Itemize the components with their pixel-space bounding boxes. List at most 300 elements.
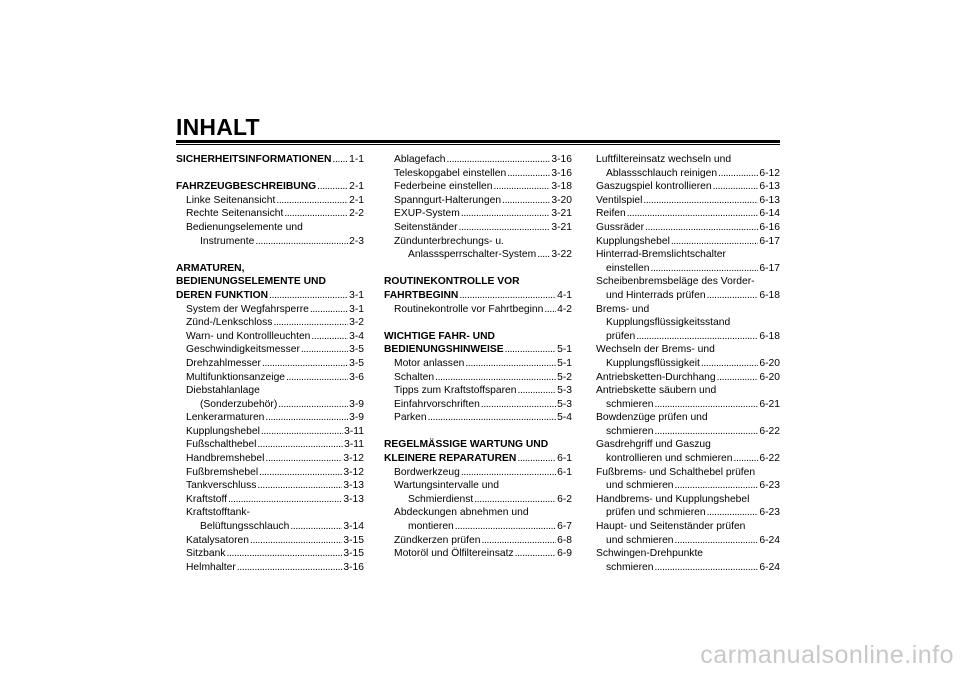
toc-entry-title: Helmhalter xyxy=(186,561,236,573)
toc-leader-dots xyxy=(544,303,556,317)
toc-page-number: 3-11 xyxy=(344,425,364,437)
toc-entry[interactable] xyxy=(176,561,364,575)
toc-entry-title: Gussräder xyxy=(596,221,645,233)
watermark-footer: carmanualsonline.info xyxy=(700,641,954,669)
toc-entry[interactable] xyxy=(176,303,364,317)
toc-leader-dots xyxy=(643,194,758,208)
toc-entry[interactable] xyxy=(384,547,572,561)
toc-leader-dots xyxy=(627,207,759,221)
toc-page-number: 6-23 xyxy=(759,507,780,519)
toc-entry[interactable] xyxy=(384,520,572,534)
toc-page-number: 3-20 xyxy=(551,194,572,206)
toc-entry[interactable] xyxy=(596,167,780,181)
toc-leader-dots xyxy=(257,438,343,452)
toc-entry[interactable] xyxy=(176,425,364,439)
title-rule xyxy=(176,140,780,145)
toc-page-number: 3-15 xyxy=(343,548,364,560)
toc-page-number: 5-1 xyxy=(557,344,572,356)
toc-entry-title: Lenkerarmaturen xyxy=(186,412,265,424)
toc-entry-title: ARMATUREN, xyxy=(176,262,245,274)
toc-entry[interactable] xyxy=(384,194,572,208)
toc-entry-title: EXUP-System xyxy=(394,208,460,220)
toc-page-number: 3-14 xyxy=(343,521,364,533)
toc-entry[interactable] xyxy=(176,330,364,344)
toc-entry-title: Einfahrvorschriften xyxy=(394,398,480,410)
toc-leader-dots xyxy=(455,520,556,534)
toc-leader-dots xyxy=(278,398,348,412)
toc-entry-title: Routinekontrolle vor Fahrtbeginn xyxy=(394,303,544,315)
toc-page-number: 3-18 xyxy=(551,181,572,193)
toc-leader-dots xyxy=(428,411,556,425)
toc-entry-title: BEDIENUNGSHINWEISE xyxy=(384,344,504,356)
toc-page-number: 3-21 xyxy=(551,208,572,220)
toc-leader-dots xyxy=(655,561,759,575)
toc-entry[interactable] xyxy=(384,371,572,385)
toc-section-heading[interactable] xyxy=(384,289,572,303)
toc-leader-dots xyxy=(515,547,556,561)
toc-entry-title: Parken xyxy=(394,412,427,424)
toc-entry[interactable] xyxy=(384,398,572,412)
toc-page-number: 5-3 xyxy=(557,385,572,397)
toc-entry-title: Kupplungsflüssigkeitsstand xyxy=(606,317,731,329)
toc-page-number: 6-22 xyxy=(759,425,780,437)
toc-entry xyxy=(596,493,780,507)
toc-entry-title: ROUTINEKONTROLLE VOR xyxy=(384,276,520,288)
toc-leader-dots xyxy=(276,194,348,208)
toc-entry[interactable] xyxy=(176,493,364,507)
toc-page-number: 3-6 xyxy=(349,371,364,383)
toc-entry xyxy=(596,438,780,452)
toc-entry-title: Hinterrad-Bremslichtschalter xyxy=(596,249,726,261)
toc-entry-title: Belüftungsschlauch xyxy=(200,521,290,533)
toc-leader-dots xyxy=(257,479,342,493)
toc-entry xyxy=(596,411,780,425)
toc-column-1 xyxy=(176,153,364,574)
toc-entry-title: und schmieren xyxy=(606,534,674,546)
toc-page-number: 3-13 xyxy=(343,493,364,505)
toc-entry-title: FAHRZEUGBESCHREIBUNG xyxy=(176,181,317,193)
toc-entry-title: Kraftstofftank- xyxy=(186,507,250,519)
toc-leader-dots xyxy=(493,180,550,194)
toc-entry-title: Kupplungshebel xyxy=(596,235,670,247)
toc-entry xyxy=(596,316,780,330)
toc-entry-title: Wartungsintervalle und xyxy=(394,480,499,492)
toc-entry-title: Gasdrehgriff und Gaszug xyxy=(596,439,711,451)
toc-column-2 xyxy=(384,153,572,561)
toc-page-number: 3-16 xyxy=(551,167,572,179)
toc-page-number: 3-5 xyxy=(349,357,364,369)
toc-leader-dots xyxy=(310,303,348,317)
toc-entry[interactable] xyxy=(176,438,364,452)
toc-entry[interactable] xyxy=(596,371,780,385)
toc-entry-title: Linke Seitenansicht xyxy=(186,194,276,206)
toc-entry-title: DEREN FUNKTION xyxy=(176,289,269,301)
toc-page-number: 6-17 xyxy=(759,235,780,247)
toc-entry xyxy=(596,153,780,167)
toc-leader-dots xyxy=(505,343,557,357)
toc-entry-title: Fußschalthebel xyxy=(186,439,257,451)
toc-page-number: 3-16 xyxy=(343,561,364,573)
toc-section-heading[interactable] xyxy=(176,289,364,303)
toc-entry xyxy=(176,506,364,520)
toc-entry-title: Kupplungsflüssigkeit xyxy=(606,357,700,369)
toc-page-number: 6-17 xyxy=(759,262,780,274)
toc-leader-dots xyxy=(237,561,343,575)
toc-entry-title: Instrumente xyxy=(200,235,255,247)
toc-entry-title: REGELMÄSSIGE WARTUNG UND xyxy=(384,439,549,451)
toc-entry-title: Ablagefach xyxy=(394,154,446,165)
toc-entry-title: schmieren xyxy=(606,561,654,573)
toc-entry[interactable] xyxy=(596,235,780,249)
toc-entry[interactable] xyxy=(176,534,364,548)
toc-page-number: 6-20 xyxy=(759,371,780,383)
toc-page-number: 3-9 xyxy=(349,398,364,410)
toc-leader-dots xyxy=(447,153,551,167)
toc-leader-dots xyxy=(228,493,342,507)
toc-leader-dots xyxy=(713,180,759,194)
toc-entry[interactable] xyxy=(596,506,780,520)
toc-entry xyxy=(176,221,364,235)
toc-leader-dots xyxy=(537,248,550,262)
toc-entry[interactable] xyxy=(176,479,364,493)
toc-entry[interactable] xyxy=(176,547,364,561)
toc-page-number: 6-12 xyxy=(759,167,780,179)
toc-leader-dots xyxy=(461,466,556,480)
toc-entry[interactable] xyxy=(596,452,780,466)
toc-entry-title: Diebstahlanlage xyxy=(186,385,260,397)
toc-entry[interactable] xyxy=(384,221,572,235)
toc-leader-dots xyxy=(262,357,348,371)
toc-leader-dots xyxy=(259,466,342,480)
toc-entry[interactable] xyxy=(596,425,780,439)
toc-leader-dots xyxy=(481,534,556,548)
toc-entry xyxy=(384,235,572,249)
toc-page-number: 6-20 xyxy=(759,357,780,369)
toc-entry xyxy=(596,384,780,398)
toc-entry xyxy=(384,479,572,493)
toc-entry-title: Federbeine einstellen xyxy=(394,181,493,193)
toc-leader-dots xyxy=(261,425,343,439)
toc-leader-dots xyxy=(265,452,342,466)
toc-leader-dots xyxy=(273,316,348,330)
toc-entry-title: Drehzahlmesser xyxy=(186,357,261,369)
toc-page-number: 6-8 xyxy=(557,534,572,546)
toc-entry-title: Katalysatoren xyxy=(186,534,249,546)
toc-leader-dots xyxy=(655,425,759,439)
toc-page-number: 3-11 xyxy=(344,439,364,451)
toc-leader-dots xyxy=(250,534,342,548)
toc-page-number: 1-1 xyxy=(349,154,364,165)
toc-entry[interactable] xyxy=(176,194,364,208)
toc-page-number: 6-18 xyxy=(759,289,780,301)
toc-page-number: 5-1 xyxy=(557,357,572,369)
toc-page-number: 3-13 xyxy=(343,480,364,492)
toc-column-3 xyxy=(596,153,780,574)
toc-entry-title: Abdeckungen abnehmen und xyxy=(394,507,529,519)
toc-section-heading[interactable] xyxy=(176,153,364,167)
toc-entry-title: Haupt- und Seitenständer prüfen xyxy=(596,521,746,533)
toc-entry xyxy=(596,520,780,534)
toc-leader-dots xyxy=(636,330,758,344)
toc-page-number: 6-9 xyxy=(557,548,572,560)
toc-entry[interactable] xyxy=(176,466,364,480)
toc-page-number: 3-12 xyxy=(343,466,364,478)
toc-entry-title: Ablassschlauch reinigen xyxy=(606,167,718,179)
toc-entry[interactable] xyxy=(176,398,364,412)
toc-leader-dots xyxy=(317,180,348,194)
toc-leader-dots xyxy=(290,520,342,534)
toc-entry-title: FAHRTBEGINN xyxy=(384,289,459,301)
toc-entry-title: Teleskopgabel einstellen xyxy=(394,167,507,179)
toc-entry[interactable] xyxy=(596,289,780,303)
toc-entry-title: Zündkerzen prüfen xyxy=(394,534,481,546)
toc-entry[interactable] xyxy=(176,207,364,221)
toc-entry-title: Zünd-/Lenkschloss xyxy=(186,317,273,329)
toc-entry[interactable] xyxy=(596,207,780,221)
toc-leader-dots xyxy=(502,194,550,208)
toc-entry-title: Scheibenbremsbeläge des Vorder- xyxy=(596,276,755,288)
toc-section-heading xyxy=(384,275,572,289)
toc-entry xyxy=(596,466,780,480)
toc-entry xyxy=(596,275,780,289)
toc-entry-title: System der Wegfahrsperre xyxy=(186,303,309,315)
toc-spacer xyxy=(176,167,364,181)
toc-entry-title: Spanngurt-Halterungen xyxy=(394,194,502,206)
toc-leader-dots xyxy=(435,371,556,385)
toc-entry-title: Fußbremshebel xyxy=(186,466,259,478)
toc-entry[interactable] xyxy=(384,357,572,371)
toc-entry[interactable] xyxy=(176,235,364,249)
page-title: INHALT xyxy=(176,114,260,140)
toc-page-number: 3-5 xyxy=(349,344,364,356)
toc-entry xyxy=(596,547,780,561)
toc-entry xyxy=(596,303,780,317)
toc-leader-dots xyxy=(675,479,759,493)
toc-entry-title: Geschwindigkeitsmesser xyxy=(186,344,300,356)
toc-entry-title: Brems- und xyxy=(596,303,650,315)
toc-entry[interactable] xyxy=(176,357,364,371)
toc-entry[interactable] xyxy=(384,167,572,181)
toc-entry[interactable] xyxy=(384,411,572,425)
toc-entry-title: prüfen xyxy=(606,330,636,342)
toc-page-number: 6-24 xyxy=(759,534,780,546)
toc-page-number: 3-12 xyxy=(343,453,364,465)
toc-leader-dots xyxy=(459,221,551,235)
toc-entry-title: Anlasssperrschalter-System xyxy=(408,249,537,261)
toc-page-number: 5-3 xyxy=(557,398,572,410)
toc-entry-title: und schmieren xyxy=(606,480,674,492)
toc-entry[interactable] xyxy=(384,534,572,548)
toc-section-heading xyxy=(176,275,364,289)
toc-entry[interactable] xyxy=(596,398,780,412)
toc-page-number: 3-1 xyxy=(349,289,364,301)
toc-leader-dots xyxy=(269,289,348,303)
toc-entry-title: Antriebskette säubern und xyxy=(596,385,717,397)
toc-entry[interactable] xyxy=(596,561,780,575)
toc-entry-title: Multifunktionsanzeige xyxy=(186,371,286,383)
toc-entry[interactable] xyxy=(384,180,572,194)
toc-entry-title: Kupplungshebel xyxy=(186,425,260,437)
toc-entry-title: Tipps zum Kraftstoffsparen xyxy=(394,385,517,397)
toc-section-heading[interactable] xyxy=(384,452,572,466)
toc-entry[interactable] xyxy=(596,357,780,371)
toc-entry-title: Schwingen-Drehpunkte xyxy=(596,548,704,560)
toc-leader-dots xyxy=(227,547,343,561)
toc-leader-dots xyxy=(461,207,551,221)
toc-spacer xyxy=(384,262,572,276)
toc-leader-dots xyxy=(517,384,556,398)
toc-entry[interactable] xyxy=(596,262,780,276)
toc-page-number: 3-21 xyxy=(551,221,572,233)
toc-entry[interactable] xyxy=(596,534,780,548)
toc-entry[interactable] xyxy=(384,493,572,507)
toc-leader-dots xyxy=(675,534,759,548)
toc-entry-title: Gaszugspiel kontrollieren xyxy=(596,181,712,193)
toc-page-number: 6-13 xyxy=(759,194,780,206)
toc-leader-dots xyxy=(459,289,556,303)
toc-entry[interactable] xyxy=(384,384,572,398)
toc-page-number: 2-1 xyxy=(349,181,364,193)
toc-page-number: 6-1 xyxy=(557,466,572,478)
toc-entry[interactable] xyxy=(384,303,572,317)
toc-page-number: 3-22 xyxy=(551,249,572,261)
toc-entry-title: Wechseln der Brems- und xyxy=(596,344,715,356)
toc-section-heading xyxy=(384,438,572,452)
toc-entry-title: Motor anlassen xyxy=(394,357,465,369)
toc-entry-title: Sitzbank xyxy=(186,548,226,560)
toc-entry[interactable] xyxy=(384,153,572,167)
toc-entry-title: kontrollieren und schmieren xyxy=(606,453,733,465)
toc-spacer xyxy=(384,425,572,439)
toc-entry-title: Schmierdienst xyxy=(408,493,474,505)
toc-entry-title: (Sonderzubehör) xyxy=(200,398,278,410)
toc-entry-title: montieren xyxy=(408,521,454,533)
toc-page-number: 3-16 xyxy=(551,154,572,165)
toc-entry[interactable] xyxy=(176,343,364,357)
toc-leader-dots xyxy=(255,235,348,249)
toc-entry-title: WICHTIGE FAHR- UND xyxy=(384,330,495,342)
toc-leader-dots xyxy=(474,493,556,507)
toc-leader-dots xyxy=(301,343,348,357)
toc-page-number: 6-23 xyxy=(759,480,780,492)
toc-page-number: 3-2 xyxy=(349,317,364,329)
toc-page-number: 6-16 xyxy=(759,221,780,233)
toc-entry[interactable] xyxy=(596,479,780,493)
toc-entry[interactable] xyxy=(176,452,364,466)
toc-spacer xyxy=(384,316,572,330)
toc-entry-title: Ventilspiel xyxy=(596,194,643,206)
toc-page-number: 5-4 xyxy=(557,412,572,424)
toc-entry[interactable] xyxy=(596,330,780,344)
toc-page-number: 6-7 xyxy=(557,521,572,533)
toc-section-heading[interactable] xyxy=(176,180,364,194)
toc-entry[interactable] xyxy=(176,316,364,330)
toc-entry-title: Tankverschluss xyxy=(186,480,257,492)
toc-entry-title: Zündunterbrechungs- u. xyxy=(394,235,504,247)
toc-page-number: 3-9 xyxy=(349,412,364,424)
toc-section-heading xyxy=(176,262,364,276)
toc-entry xyxy=(384,506,572,520)
toc-entry-title: Schalten xyxy=(394,371,435,383)
toc-entry-title: schmieren xyxy=(606,398,654,410)
toc-leader-dots xyxy=(707,289,759,303)
toc-page-number: 3-1 xyxy=(349,303,364,315)
toc-page-number: 3-4 xyxy=(349,330,364,342)
toc-entry[interactable] xyxy=(596,180,780,194)
toc-entry[interactable] xyxy=(596,221,780,235)
toc-leader-dots xyxy=(332,153,348,167)
toc-leader-dots xyxy=(517,452,556,466)
toc-entry-title: Luftfiltereinsatz wechseln und xyxy=(596,154,732,165)
toc-page-number: 6-13 xyxy=(759,181,780,193)
toc-entry-title: schmieren xyxy=(606,425,654,437)
toc-entry[interactable] xyxy=(384,207,572,221)
toc-leader-dots xyxy=(265,411,348,425)
toc-entry[interactable] xyxy=(384,248,572,262)
toc-entry-title: SICHERHEITSINFORMATIONEN xyxy=(176,154,332,165)
toc-page-number: 4-1 xyxy=(557,289,572,301)
toc-page-number: 2-1 xyxy=(349,194,364,206)
toc-entry-title: Seitenständer xyxy=(394,221,458,233)
toc-entry xyxy=(596,343,780,357)
toc-page-number: 2-3 xyxy=(349,235,364,247)
toc-entry xyxy=(596,248,780,262)
toc-leader-dots xyxy=(645,221,758,235)
toc-entry[interactable] xyxy=(176,371,364,385)
toc-entry-title: Bowdenzüge prüfen und xyxy=(596,412,708,424)
toc-page-number: 6-24 xyxy=(759,561,780,573)
toc-section-heading xyxy=(384,330,572,344)
toc-entry-title: Handbrems- und Kupplungshebel xyxy=(596,493,750,505)
toc-leader-dots xyxy=(311,330,348,344)
toc-entry-title: Reifen xyxy=(596,208,626,220)
toc-entry[interactable] xyxy=(176,520,364,534)
toc-page-number: 6-14 xyxy=(759,208,780,220)
toc-entry-title: Rechte Seitenansicht xyxy=(186,208,284,220)
toc-entry-title: Bedienungselemente und xyxy=(186,221,303,233)
toc-leader-dots xyxy=(655,398,759,412)
toc-page-number: 6-22 xyxy=(759,453,780,465)
toc-leader-dots xyxy=(284,207,348,221)
toc-entry-title: Fußbrems- und Schalthebel prüfen xyxy=(596,466,756,478)
toc-leader-dots xyxy=(707,506,759,520)
toc-entry-title: Handbremshebel xyxy=(186,453,265,465)
toc-entry[interactable] xyxy=(384,466,572,480)
toc-entry[interactable] xyxy=(176,411,364,425)
toc-page-number: 4-2 xyxy=(557,303,572,315)
toc-page-number: 2-2 xyxy=(349,208,364,220)
toc-spacer xyxy=(176,248,364,262)
toc-page-number: 6-18 xyxy=(759,330,780,342)
toc-leader-dots xyxy=(701,357,759,371)
toc-leader-dots xyxy=(651,262,759,276)
toc-entry-title: prüfen und schmieren xyxy=(606,507,706,519)
toc-leader-dots xyxy=(286,371,348,385)
toc-entry-title: und Hinterrads prüfen xyxy=(606,289,706,301)
toc-leader-dots xyxy=(718,167,758,181)
toc-section-heading[interactable] xyxy=(384,343,572,357)
toc-entry xyxy=(176,384,364,398)
toc-page-number: 6-21 xyxy=(759,398,780,410)
toc-entry-title: KLEINERE REPARATUREN xyxy=(384,453,517,465)
toc-leader-dots xyxy=(507,167,550,181)
toc-page-number: 6-2 xyxy=(557,493,572,505)
toc-leader-dots xyxy=(717,371,759,385)
toc-leader-dots xyxy=(465,357,556,371)
toc-leader-dots xyxy=(481,398,556,412)
toc-page-number: 5-2 xyxy=(557,371,572,383)
toc-entry[interactable] xyxy=(596,194,780,208)
